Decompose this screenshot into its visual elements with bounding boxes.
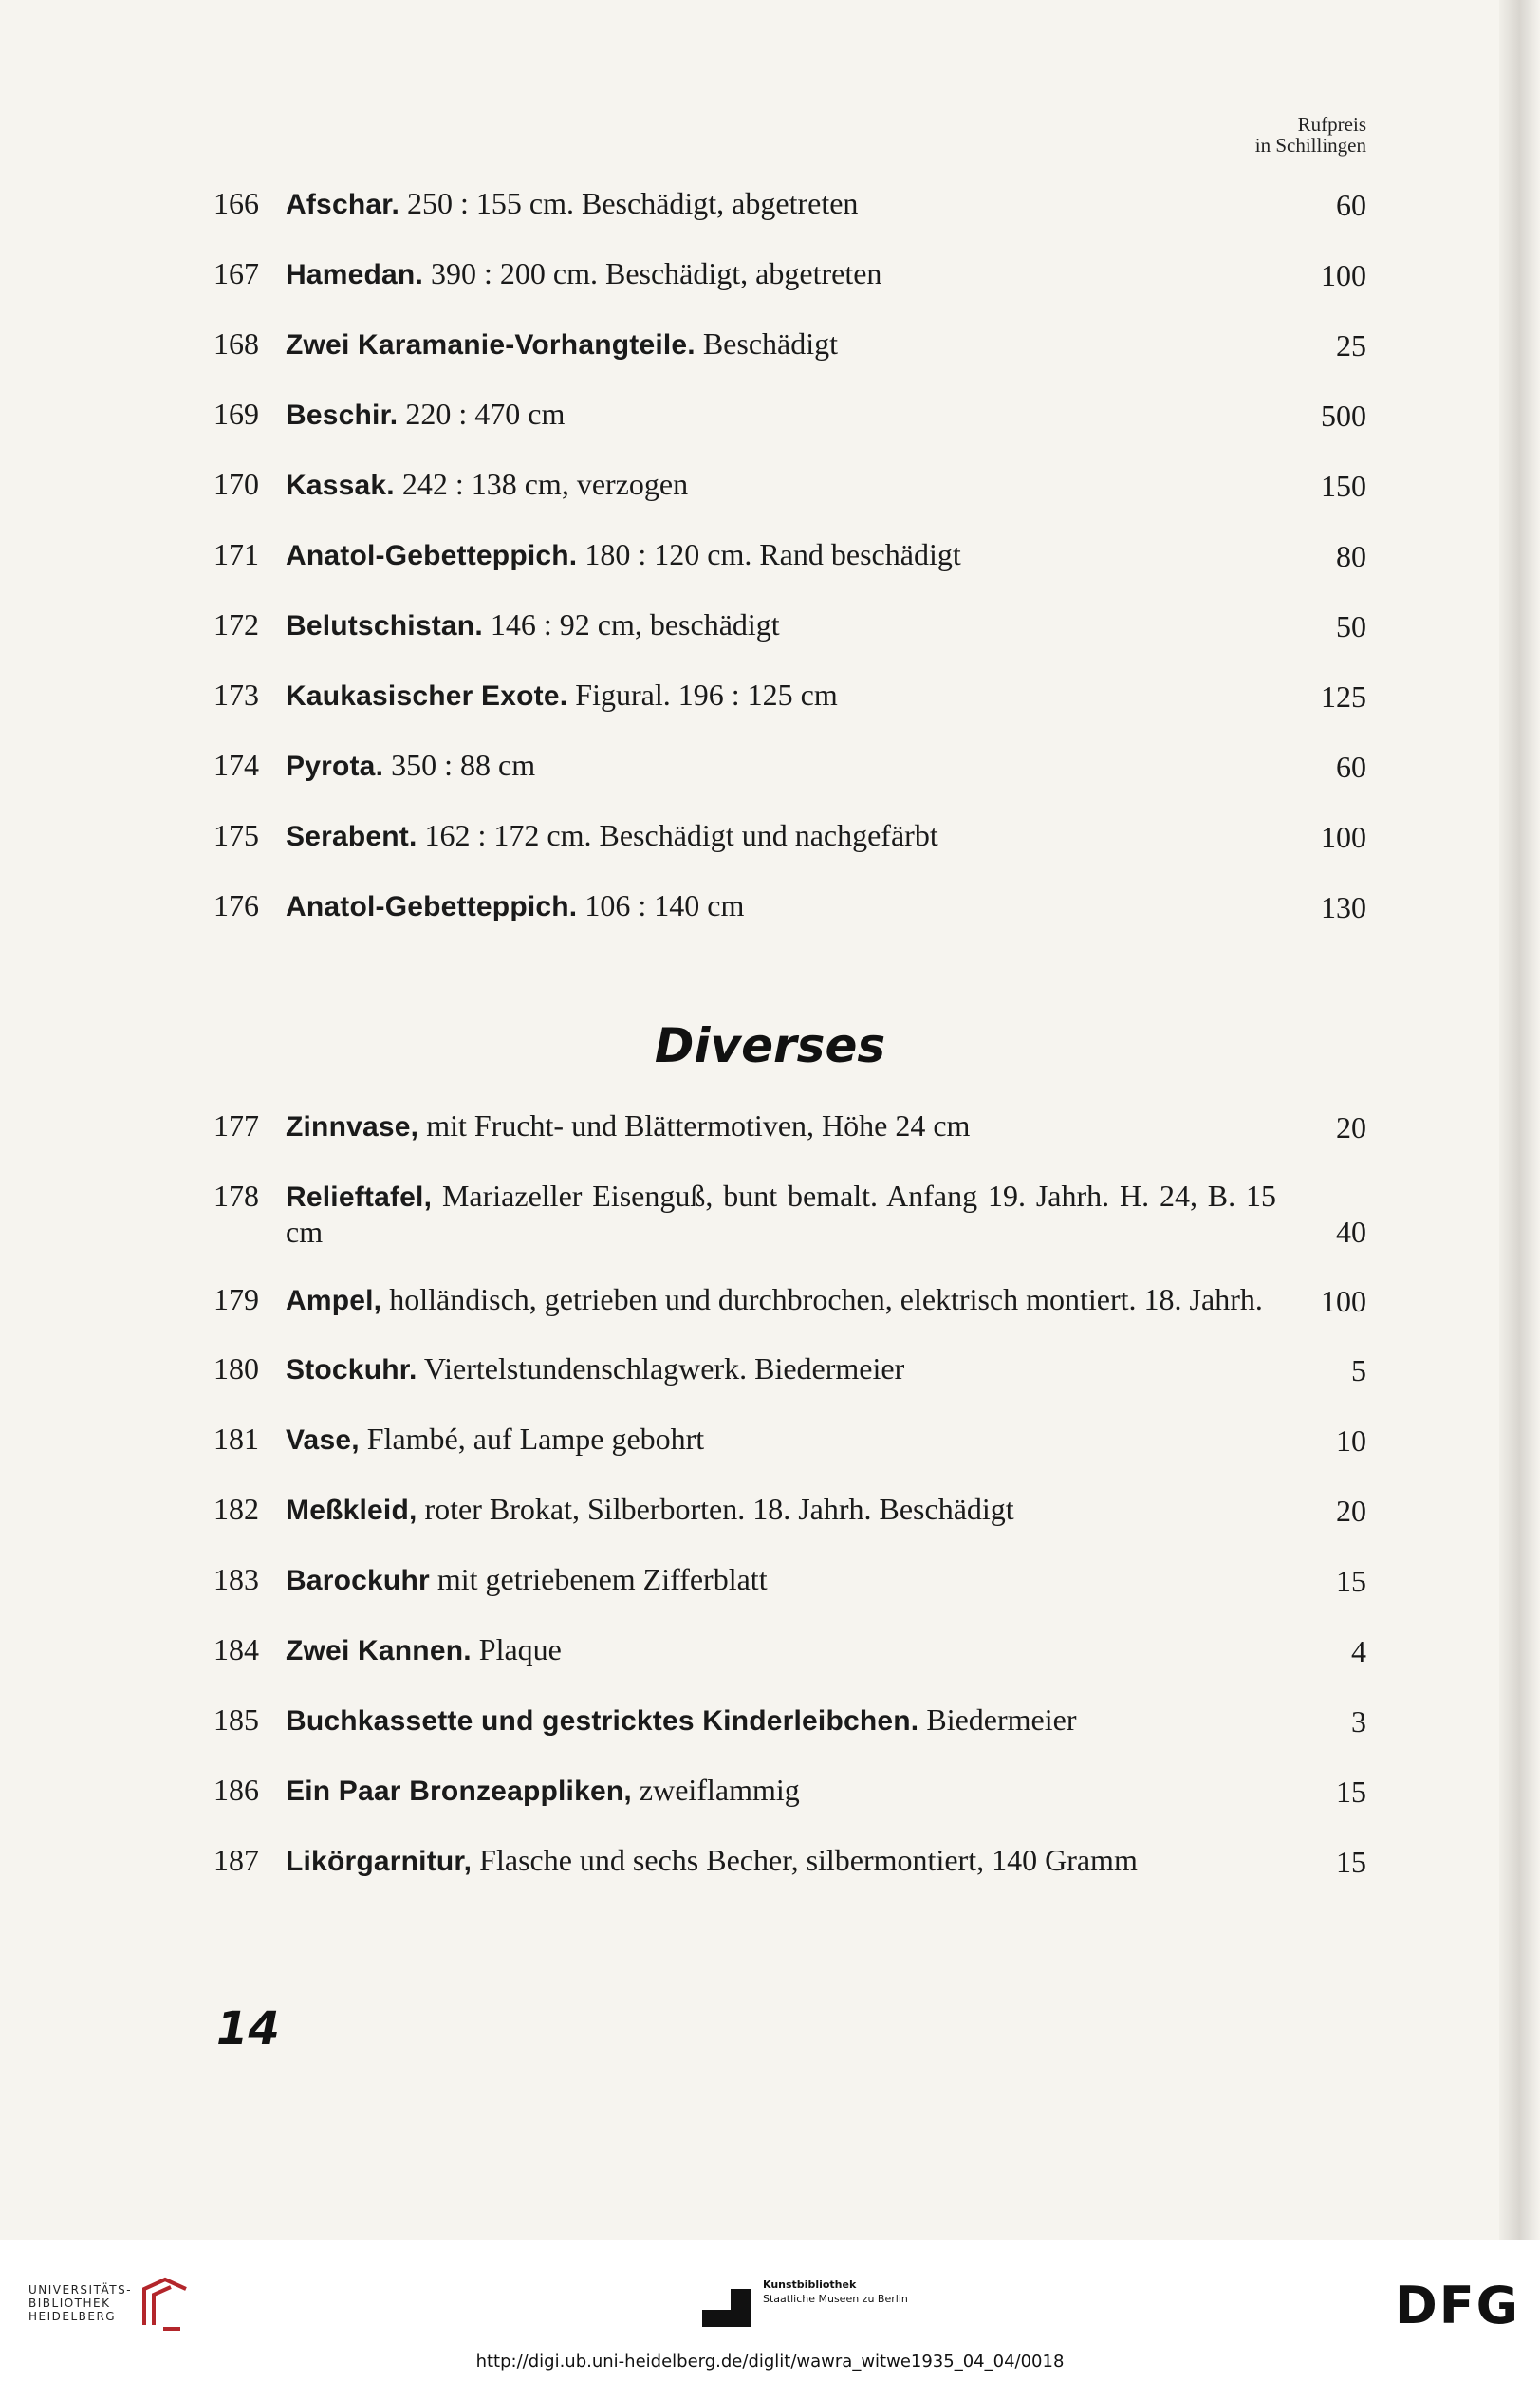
lot-number: 187 <box>213 1843 259 1877</box>
kunstbibliothek-mark-icon <box>700 2281 757 2329</box>
lot-description <box>286 1702 1276 1739</box>
lot-price: 60 <box>1336 750 1366 784</box>
lot-entry <box>213 678 1366 714</box>
lot-name: Belutschistan. <box>286 610 483 642</box>
lot-details: Plaque <box>471 1632 562 1666</box>
lot-details: 250 : 155 cm. Beschädigt, abgetreten <box>399 186 859 220</box>
lot-details: mit Frucht- und Blättermotiven, Höhe 24 cm <box>418 1108 971 1143</box>
lot-name: Pyrota. <box>286 751 384 782</box>
price-header-line1: Rufpreis <box>1297 113 1366 136</box>
lot-details: holländisch, getrieben und durchbrochen, elektrisch montiert. 18. Jahrh. <box>381 1282 1263 1316</box>
lot-number: 178 <box>213 1179 259 1213</box>
lot-name: Zwei Karamanie-Vorhangteile. <box>286 329 696 361</box>
lot-price: 130 <box>1321 890 1366 924</box>
lot-entry <box>213 326 1366 363</box>
lot-description <box>286 607 1276 643</box>
lot-number: 185 <box>213 1702 259 1737</box>
lot-name: Zwei Kannen. <box>286 1635 472 1666</box>
lot-price: 5 <box>1351 1353 1366 1387</box>
lot-number: 181 <box>213 1422 259 1456</box>
lot-description <box>286 678 1276 714</box>
lot-number: 170 <box>213 467 259 501</box>
lot-entry <box>213 1282 1366 1318</box>
lot-number: 173 <box>213 678 259 712</box>
lot-name: Beschir. <box>286 400 399 431</box>
lot-description <box>286 537 1276 573</box>
lot-description <box>286 748 1276 784</box>
lot-price: 50 <box>1336 609 1366 643</box>
lot-number: 184 <box>213 1632 259 1666</box>
lot-description <box>286 888 1276 924</box>
lot-entry <box>213 467 1366 503</box>
lot-name: Barockuhr <box>286 1565 430 1596</box>
lot-entry <box>213 256 1366 292</box>
lot-description <box>286 1843 1276 1879</box>
university-line1: UNIVERSITÄTS- <box>28 2283 133 2297</box>
lot-entry <box>213 1632 1366 1668</box>
lot-details: zweiflammig <box>631 1773 800 1807</box>
lot-number: 186 <box>213 1773 259 1807</box>
lot-details: Flasche und sechs Becher, silbermontiert, 140 Gramm <box>472 1843 1138 1877</box>
lot-price: 100 <box>1321 258 1366 292</box>
dfg-logo[interactable]: DFG <box>1394 2276 1520 2335</box>
lot-details: 146 : 92 cm, beschädigt <box>482 607 780 642</box>
lot-name: Meßkleid, <box>286 1495 417 1526</box>
lot-description <box>286 1351 1276 1387</box>
page-edge <box>1499 0 1540 2240</box>
lot-entry <box>213 748 1366 784</box>
lot-price: 40 <box>1336 1215 1366 1249</box>
source-url[interactable]: http://digi.ub.uni-heidelberg.de/diglit/wawra_witwe1935_04_04/0018 <box>475 2352 1065 2372</box>
lot-price: 10 <box>1336 1423 1366 1458</box>
lot-name: Zinnvase, <box>286 1111 419 1143</box>
lot-number: 166 <box>213 186 259 220</box>
university-line3: HEIDELBERG <box>28 2310 117 2323</box>
lot-entry <box>213 607 1366 643</box>
lot-details: 180 : 120 cm. Rand beschädigt <box>577 537 961 571</box>
lot-number: 167 <box>213 256 259 290</box>
lot-description <box>286 186 1276 222</box>
lot-details: 242 : 138 cm, verzogen <box>394 467 689 501</box>
lot-name: Likörgarnitur, <box>286 1846 473 1877</box>
lot-price: 20 <box>1336 1110 1366 1144</box>
lot-entry <box>213 186 1366 222</box>
kb-line2: Staatliche Museen zu Berlin <box>763 2293 908 2305</box>
lot-number: 175 <box>213 818 259 852</box>
lot-description <box>286 256 1276 292</box>
lot-number: 179 <box>213 1282 259 1316</box>
lot-details: 106 : 140 cm <box>577 888 745 922</box>
university-line2: BIBLIOTHEK <box>28 2297 111 2310</box>
lot-name: Ampel, <box>286 1285 382 1316</box>
lot-number: 169 <box>213 397 259 431</box>
lot-number: 182 <box>213 1492 259 1526</box>
lot-name: Relieftafel, <box>286 1181 433 1213</box>
lot-price: 150 <box>1321 469 1366 503</box>
lot-entry <box>213 537 1366 573</box>
lot-details: Flambé, auf Lampe gebohrt <box>359 1422 705 1456</box>
lot-name: Stockuhr. <box>286 1354 417 1386</box>
lot-name: Buchkassette und gestricktes Kinderleibchen. <box>286 1705 919 1737</box>
lot-description <box>286 467 1276 503</box>
university-mark-icon <box>139 2276 192 2333</box>
lot-price: 15 <box>1336 1845 1366 1879</box>
lot-price: 500 <box>1321 399 1366 433</box>
lot-description <box>286 1562 1276 1598</box>
lot-description <box>286 1108 1276 1144</box>
lot-price: 20 <box>1336 1494 1366 1528</box>
lot-description <box>286 1773 1276 1809</box>
lot-number: 171 <box>213 537 259 571</box>
lot-description <box>286 326 1276 363</box>
lot-name: Vase, <box>286 1424 360 1456</box>
lot-description <box>286 1179 1276 1249</box>
lot-entry <box>213 888 1366 924</box>
lot-name: Serabent. <box>286 821 417 852</box>
lot-number: 177 <box>213 1108 259 1143</box>
lot-details: 162 : 172 cm. Beschädigt und nachgefärbt <box>417 818 938 852</box>
lot-number: 172 <box>213 607 259 642</box>
lot-description <box>286 1422 1276 1458</box>
lot-details: Mariazeller Eisenguß, bunt bemalt. Anfang 19. Jahrh. H. 24, B. 15 cm <box>286 1179 1276 1249</box>
lot-entry <box>213 1562 1366 1598</box>
lot-entry <box>213 1492 1366 1528</box>
lot-details: Figural. 196 : 125 cm <box>567 678 838 712</box>
lot-details: Biedermeier <box>918 1702 1077 1737</box>
lot-entry <box>213 818 1366 854</box>
lot-number: 176 <box>213 888 259 922</box>
lot-entry <box>213 1108 1366 1144</box>
lot-price: 15 <box>1336 1775 1366 1809</box>
lot-number: 180 <box>213 1351 259 1386</box>
lot-details: Beschädigt <box>695 326 839 361</box>
lot-number: 183 <box>213 1562 259 1596</box>
kunstbibliothek-text <box>763 2278 908 2306</box>
lot-entry <box>213 1773 1366 1809</box>
kb-line1: Kunstbibliothek <box>763 2279 857 2291</box>
price-column-header <box>1186 114 1366 156</box>
price-header-line2: in Schillingen <box>1254 134 1366 157</box>
lot-description <box>286 1492 1276 1528</box>
lot-price: 100 <box>1321 1284 1366 1318</box>
lot-entry <box>213 1843 1366 1879</box>
lot-price: 125 <box>1321 679 1366 714</box>
lot-price: 15 <box>1336 1564 1366 1598</box>
lot-price: 100 <box>1321 820 1366 854</box>
lot-name: Kaukasischer Exote. <box>286 680 568 712</box>
lot-description <box>286 818 1276 854</box>
lot-list-miscellaneous <box>213 1108 1366 1912</box>
lot-entry <box>213 397 1366 433</box>
lot-name: Ein Paar Bronzeappliken, <box>286 1776 632 1807</box>
lot-number: 174 <box>213 748 259 782</box>
lot-description <box>286 1282 1276 1318</box>
section-heading: Diverses <box>654 1018 886 1073</box>
lot-price: 60 <box>1336 188 1366 222</box>
lot-price: 80 <box>1336 539 1366 573</box>
lot-entry <box>213 1702 1366 1739</box>
lot-name: Hamedan. <box>286 259 423 290</box>
lot-price: 25 <box>1336 328 1366 363</box>
kunstbibliothek-logo[interactable] <box>700 2274 985 2331</box>
lot-details: mit getriebenem Zifferblatt <box>429 1562 768 1596</box>
lot-description <box>286 1632 1276 1668</box>
lot-name: Kassak. <box>286 470 395 501</box>
lot-entry <box>213 1422 1366 1458</box>
lot-entry <box>213 1351 1366 1387</box>
lot-details: 220 : 470 cm <box>398 397 566 431</box>
lot-details: roter Brokat, Silberborten. 18. Jahrh. Beschädigt <box>417 1492 1014 1526</box>
lot-entry <box>213 1179 1366 1249</box>
lot-name: Anatol-Gebetteppich. <box>286 540 578 571</box>
lot-price: 4 <box>1351 1634 1366 1668</box>
lot-number: 168 <box>213 326 259 361</box>
lot-name: Anatol-Gebetteppich. <box>286 891 578 922</box>
lot-description <box>286 397 1276 433</box>
page-number: 14 <box>216 2002 280 2055</box>
lot-list-carpets <box>213 186 1366 958</box>
lot-details: 350 : 88 cm <box>383 748 536 782</box>
lot-details: Viertelstundenschlagwerk. Biedermeier <box>417 1351 905 1386</box>
lot-name: Afschar. <box>286 189 399 220</box>
lot-details: 390 : 200 cm. Beschädigt, abgetreten <box>422 256 882 290</box>
lot-price: 3 <box>1351 1704 1366 1739</box>
